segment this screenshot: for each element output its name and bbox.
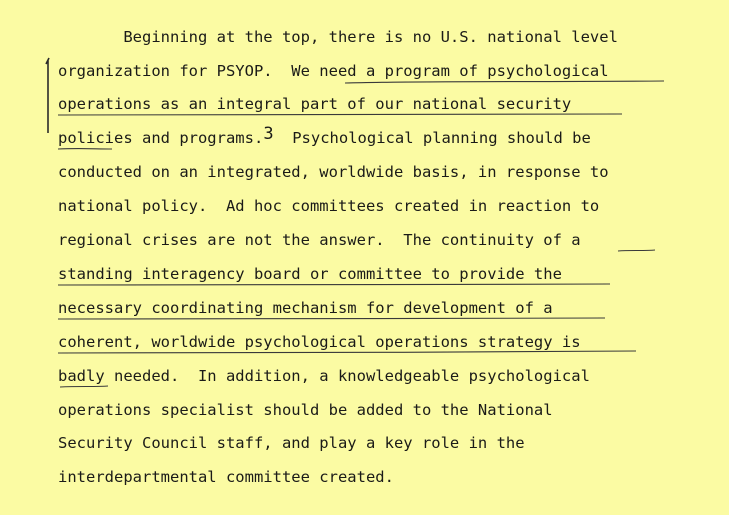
- text-line-9: necessary coordinating mechanism for development of a: [58, 299, 553, 317]
- underline-line-10: [58, 351, 636, 353]
- text-line-6: national policy. Ad hoc committees created in reaction to: [58, 197, 600, 215]
- text-line-2: organization for PSYOP. We need a program of psychological: [58, 62, 609, 80]
- text-line-10: coherent, worldwide psychological operations strategy is: [58, 333, 581, 351]
- text-line-3: operations as an integral part of our national security: [58, 95, 572, 113]
- text-line-14: interdepartmental committee created.: [58, 468, 394, 486]
- underline-line-3: [58, 114, 622, 115]
- text-line-12: operations specialist should be added to the National: [58, 401, 553, 419]
- underline-line-9: [58, 318, 605, 319]
- text-line-4-start: policies and programs.: [58, 129, 264, 147]
- text-line-11: badly needed. In addition, a knowledgeable psychological: [58, 367, 590, 385]
- underline-line-7: [618, 250, 655, 251]
- underline-line-11: [60, 386, 108, 387]
- text-line-5: conducted on an integrated, worldwide basis, in response to: [58, 163, 609, 181]
- footnote-marker: 3: [263, 124, 274, 144]
- underline-line-8: [58, 284, 610, 285]
- text-line-8: standing interagency board or committee to provide the: [58, 265, 562, 283]
- text-line-7: regional crises are not the answer. The continuity of a: [58, 231, 581, 249]
- text-line-4-end: Psychological planning should be: [273, 129, 591, 147]
- text-line-1: Beginning at the top, there is no U.S. national level: [58, 28, 618, 46]
- margin-bracket-mark: [46, 58, 49, 133]
- underline-line-2: [345, 81, 664, 83]
- text-line-13: Security Council staff, and play a key role in the: [58, 434, 525, 452]
